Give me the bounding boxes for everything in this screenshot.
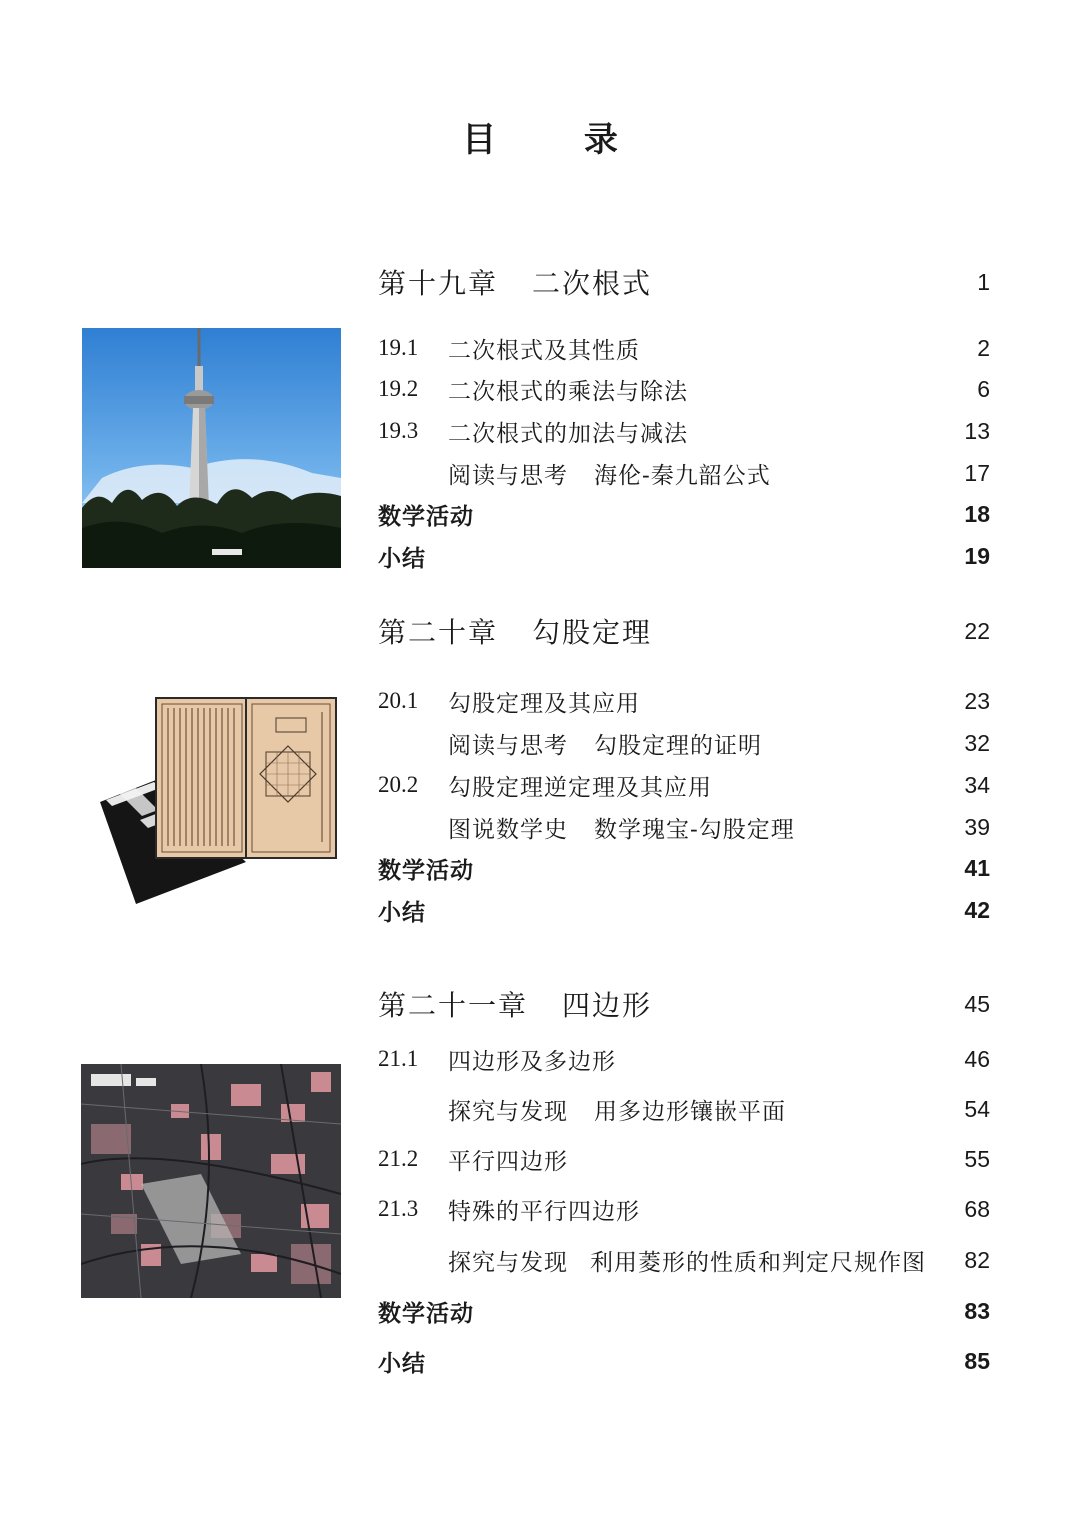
sub-title: 勾股定理的证明 (594, 732, 762, 759)
sub-label: 阅读与思考 (448, 462, 568, 489)
page-number: 85 (964, 1347, 990, 1374)
aerial-view-photo (81, 1064, 341, 1298)
chapter-heading-19[interactable] (378, 262, 990, 302)
chapter-label: 第二十一章 (378, 989, 529, 1022)
page-number: 41 (964, 854, 990, 881)
sub-label: 阅读与思考 (448, 732, 568, 759)
page-title: 目 录 (462, 120, 656, 160)
section-title: 二次根式及其性质 (448, 337, 640, 364)
chapter-heading-21[interactable] (378, 984, 990, 1024)
section-title: 勾股定理逆定理及其应用 (448, 774, 712, 801)
page-number: 54 (964, 1095, 990, 1122)
page-number: 42 (964, 896, 990, 923)
page-number: 19 (964, 542, 990, 569)
page-number: 32 (964, 729, 990, 756)
sub-title: 利用菱形的性质和判定尺规作图 (590, 1249, 926, 1276)
section-title: 勾股定理及其应用 (448, 690, 640, 717)
page-number: 22 (964, 617, 990, 644)
section-title: 平行四边形 (448, 1148, 568, 1175)
toc-entry[interactable] (378, 1039, 990, 1079)
toc-entry[interactable] (378, 681, 990, 721)
toc-entry[interactable] (378, 328, 990, 368)
sub-label: 探究与发现 (448, 1098, 568, 1125)
toc-entry[interactable] (378, 1189, 990, 1229)
toc-entry-sub[interactable] (378, 1089, 990, 1129)
toc-entry[interactable] (378, 765, 990, 805)
toc-entry-summary[interactable] (378, 536, 990, 576)
page-number: 1 (977, 268, 990, 295)
chapter-label: 第十九章 (378, 267, 499, 300)
toc-entry-sub[interactable] (378, 807, 990, 847)
section-number: 21.3 (378, 1196, 419, 1221)
toc-entry-sub[interactable] (378, 723, 990, 763)
page-number: 39 (964, 813, 990, 840)
section-number: 19.3 (378, 418, 419, 443)
section-title: 四边形及多边形 (448, 1048, 616, 1075)
sub-title: 数学瑰宝-勾股定理 (594, 816, 795, 843)
page-number: 83 (964, 1297, 990, 1324)
toc-entry[interactable] (378, 1139, 990, 1179)
toc-entry[interactable] (378, 369, 990, 409)
page-number: 46 (964, 1045, 990, 1072)
section-title: 数学活动 (378, 856, 474, 884)
toc-entry[interactable] (378, 411, 990, 451)
toc-entry-sub[interactable] (378, 1240, 990, 1280)
chapter-heading-20[interactable] (378, 611, 990, 651)
page-number: 82 (964, 1246, 990, 1273)
page-number: 18 (964, 500, 990, 527)
section-title: 小结 (378, 1349, 426, 1377)
section-number: 20.1 (378, 688, 419, 713)
section-title: 数学活动 (378, 1299, 474, 1327)
section-number: 21.1 (378, 1046, 419, 1071)
tv-tower-photo (82, 328, 341, 568)
page-number: 2 (977, 334, 990, 361)
chapter-title: 勾股定理 (532, 616, 653, 649)
toc-entry-activity[interactable] (378, 1291, 990, 1331)
toc-entry-activity[interactable] (378, 494, 990, 534)
section-number: 19.1 (378, 335, 419, 360)
section-title: 小结 (378, 898, 426, 926)
section-number: 21.2 (378, 1146, 419, 1171)
section-title: 特殊的平行四边形 (448, 1198, 640, 1225)
page-number: 55 (964, 1145, 990, 1172)
page-number: 23 (964, 687, 990, 714)
section-title: 小结 (378, 544, 426, 572)
section-number: 19.2 (378, 376, 419, 401)
section-title: 二次根式的乘法与除法 (448, 378, 688, 405)
sub-label: 探究与发现 (448, 1249, 568, 1276)
sub-title: 用多边形镶嵌平面 (594, 1098, 786, 1125)
page-number: 17 (964, 459, 990, 486)
section-title: 二次根式的加法与减法 (448, 420, 688, 447)
toc-entry-sub[interactable] (378, 453, 990, 493)
page-number: 6 (977, 375, 990, 402)
toc-entry-summary[interactable] (378, 1341, 990, 1381)
section-number: 20.2 (378, 772, 419, 797)
chapter-title: 四边形 (562, 989, 653, 1022)
page-number: 45 (964, 990, 990, 1017)
ancient-book-photo (96, 692, 340, 908)
page-number: 68 (964, 1195, 990, 1222)
sub-title: 海伦-秦九韶公式 (594, 462, 771, 489)
toc-entry-activity[interactable] (378, 848, 990, 888)
section-title: 数学活动 (378, 502, 474, 530)
sub-label: 图说数学史 (448, 816, 568, 843)
toc-entry-summary[interactable] (378, 890, 990, 930)
chapter-title: 二次根式 (532, 267, 653, 300)
page-number: 34 (964, 771, 990, 798)
chapter-label: 第二十章 (378, 616, 499, 649)
page-number: 13 (964, 417, 990, 444)
